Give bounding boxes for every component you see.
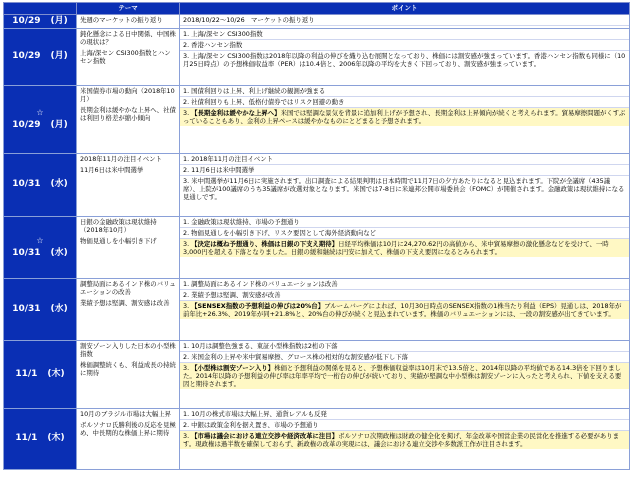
point-number: 1. <box>183 87 190 95</box>
point-text: 米国金利の上昇や米中貿易摩擦、グロース株の相対的な割安感が低下し下落 <box>191 353 409 361</box>
star-mark: ☆ <box>36 235 44 245</box>
point-item <box>180 279 629 290</box>
table-row <box>4 217 630 279</box>
point-text: 業績予想は堅調、割安感が改善 <box>191 291 281 299</box>
header-theme: テーマ <box>77 3 180 15</box>
points-cell <box>180 15 630 29</box>
theme-cell <box>77 154 180 217</box>
theme-subtitle[interactable]: 株価調整続くも、利益成長の持続に期待 <box>80 361 176 377</box>
point-number: 1. <box>183 342 190 350</box>
header-date <box>4 3 77 15</box>
points-cell <box>180 154 630 217</box>
point-number: 2. <box>183 229 190 237</box>
point-item <box>180 29 629 40</box>
point-item <box>180 239 629 257</box>
point-item <box>180 352 629 363</box>
point-item <box>180 108 629 126</box>
point-item <box>180 363 629 389</box>
weekday-label: (月) <box>50 15 68 26</box>
point-text: ボルソナロ次期政権は財政の健全化を掲げ、年金改革や国営企業の民営化を推進する必要があります。現政権は過半数を確保しておらず、新政権の改革の実現には、議会における連立交渉や多数派工作が注目されます。 <box>183 432 620 448</box>
theme-cell <box>77 86 180 154</box>
points-list <box>180 409 629 449</box>
theme-subtitle[interactable]: ボルソナロ氏勝利後の反応を見極め、中長期的な株価上昇に期待 <box>80 421 176 437</box>
points-list <box>180 29 629 69</box>
point-number: 3. <box>183 432 190 440</box>
point-number: 2. <box>183 98 190 106</box>
point-number: 3. <box>183 240 190 248</box>
point-text: 米国では堅調な景気を背景に追加利上げが予想され、長期金利は上昇傾向が続くと考えられます。貿易摩擦問題がくすぶっていることもあり、金利の上昇ペースは緩やかなものにとどまると予想されます。 <box>183 109 626 125</box>
point-number: 2. <box>183 41 190 49</box>
point-text: 調整局面にあるインド株のバリュエーションは改善 <box>191 280 338 288</box>
theme-title[interactable]: 2018年11月の注目イベント <box>80 155 162 163</box>
table-row <box>4 409 630 470</box>
point-number: 3. <box>183 177 190 185</box>
date-label: 10/31 <box>12 303 41 314</box>
point-text: 社債利回りも上昇、低格付債券ではリスク回避の動き <box>191 98 345 106</box>
theme-title[interactable]: 鈍化懸念による日中関係、中国株の現状は？ <box>80 30 176 46</box>
weekday-label: (水) <box>50 179 68 190</box>
point-number: 1. <box>183 410 190 418</box>
date-cell <box>4 154 77 217</box>
point-lead: 【長期金利は緩やかな上昇へ】 <box>191 109 281 117</box>
report-table-container <box>3 2 629 470</box>
points-list <box>180 86 629 126</box>
points-cell <box>180 341 630 409</box>
date-label: 10/31 <box>12 247 41 258</box>
date-cell <box>4 217 77 279</box>
points-cell <box>180 409 630 470</box>
theme-title[interactable]: 先週のマーケットの振り返り <box>80 16 163 24</box>
weekday-label: (木) <box>47 368 65 379</box>
point-item <box>180 97 629 108</box>
point-text: 11月6日は米中間選挙 <box>191 166 255 174</box>
point-text: 金融政策は現状維持、市場の予想通り <box>191 218 300 226</box>
star-mark: ☆ <box>36 107 44 117</box>
date-label: 10/31 <box>12 179 41 190</box>
table-header-row <box>4 3 630 15</box>
point-item <box>180 40 629 51</box>
theme-subtitle[interactable]: 物価見通しを小幅引き下げ <box>80 237 157 245</box>
point-item <box>180 176 629 202</box>
point-item <box>180 154 629 165</box>
theme-cell <box>77 217 180 279</box>
point-number: 3. <box>183 364 190 372</box>
date-label: 11/1 <box>15 368 38 379</box>
date-label: 10/29 <box>12 119 41 130</box>
table-row <box>4 279 630 341</box>
point-item <box>180 228 629 239</box>
points-cell <box>180 279 630 341</box>
point-number: 1. <box>183 280 190 288</box>
point-text: 2018年11月の注目イベント <box>191 155 274 163</box>
date-label: 10/29 <box>12 51 41 62</box>
points-list <box>180 341 629 389</box>
point-text: 株価と予想利益の関係を見ると、予想株価収益率は10月末で13.5倍と、2014年以降の平均値である14.3倍を下回りました。2014年以降の予想利益の伸び率は年率平均で一桁台の伸びが続いており、実績が堅調な中小型株は割安ゾーンに入ったと考えられ、下値を支える要因と期待されます。 <box>183 364 622 388</box>
point-item <box>180 165 629 176</box>
theme-subtitle[interactable]: 11月6日は米中間選挙 <box>80 166 144 174</box>
points-list <box>180 154 629 202</box>
point-text: 日経平均株価は10月に24,270.62円の高値から、米中貿易摩擦の激化懸念などを受けて、一時3,000円を超える下落となりました。日銀の緩和継続は円安に加えて、株価の下支え要因になるとみられます。 <box>183 240 609 256</box>
point-number: 1. <box>183 218 190 226</box>
table-row <box>4 154 630 217</box>
theme-title[interactable]: 米国債券市場の動向（2018年10月） <box>80 87 175 103</box>
point-item <box>180 341 629 352</box>
point-item <box>180 290 629 301</box>
weekday-label: (月) <box>50 119 68 130</box>
point-lead: 【市場は議会における連立交渉や経済改革に注目】 <box>191 432 339 440</box>
point-number: 3. <box>183 302 190 310</box>
point-number: 1. <box>183 155 190 163</box>
table-row <box>4 86 630 154</box>
point-item <box>180 51 629 69</box>
point-text: 国債利回りは上昇、利上げ継続の観測が強まる <box>191 87 326 95</box>
theme-title[interactable]: 調整局面にあるインド株のバリュエーションの改善 <box>80 280 176 296</box>
point-text: 香港ハンセン指数 <box>191 41 243 49</box>
point-text: 10月の株式市場は大幅上昇、通貨レアルも反発 <box>191 410 327 418</box>
date-cell <box>4 29 77 86</box>
point-item <box>180 431 629 449</box>
point-number: 1. <box>183 30 190 38</box>
theme-title[interactable]: 日銀の金融政策は現状維持（2018年10月） <box>80 218 157 234</box>
theme-cell <box>77 341 180 409</box>
theme-cell <box>77 279 180 341</box>
point-number: 2. <box>183 166 190 174</box>
point-item <box>180 217 629 228</box>
points-header: 2018/10/22～10/26 マーケットの振り返り <box>180 15 629 26</box>
weekday-label: (月) <box>50 51 68 62</box>
table-row <box>4 341 630 409</box>
point-item <box>180 420 629 431</box>
date-cell <box>4 409 77 470</box>
point-text: 上海/深セン CSI300指数 <box>191 30 263 38</box>
point-text: 物価見通しを小幅引き下げ、リスク要因として海外経済動向など <box>191 229 377 237</box>
date-cell <box>4 279 77 341</box>
point-lead: 【決定は概ね予想通り、株価は日銀の下支え期待】 <box>191 240 339 248</box>
table-row <box>4 29 630 86</box>
point-text: 上海/深セン CSI300指数は2018年以降の利益の伸びを織り込む展開となっており、株価には割安感が強まっています。香港ハンセン指数も同様に（10月25日時点）の予想株価収益率（PER）は10.4倍と、2006年以降の平均を大きく下回っており、割安感が強まっています。 <box>183 52 626 68</box>
table-row <box>4 15 630 29</box>
point-item <box>180 86 629 97</box>
header-points: ポイント <box>180 3 630 15</box>
points-cell <box>180 29 630 86</box>
point-text: 米中間選挙が11月6日に実施されます。出口調査による結果判明は日本時間で11月7日の夕方あたりになると見込まれます。下院が全議席（435議席）、上院が100議席のうち35議席が改選対象となります。米国では7-8日に米連邦公開市場委員会（FOMC）が開催されます。金融政策は現状維持になる見通しです。 <box>183 177 625 201</box>
theme-title[interactable]: 割安ゾーン入りした日本の小型株指数 <box>80 342 176 358</box>
theme-title[interactable]: 10月のブラジル市場は大幅上昇 <box>80 410 172 418</box>
date-label: 11/1 <box>15 433 38 444</box>
weekday-label: (水) <box>50 303 68 314</box>
theme-cell <box>77 15 180 29</box>
table-body <box>4 15 630 470</box>
point-number: 2. <box>183 353 190 361</box>
point-number: 2. <box>183 291 190 299</box>
theme-subtitle[interactable]: 業績予想は堅調、割安感は改善 <box>80 299 170 307</box>
theme-cell <box>77 409 180 470</box>
theme-subtitle[interactable]: 上海/深セン CSI300指数とハンセン指数 <box>80 49 171 65</box>
points-cell <box>180 217 630 279</box>
points-cell <box>180 86 630 154</box>
points-list <box>180 279 629 319</box>
date-cell <box>4 341 77 409</box>
theme-subtitle[interactable]: 長期金利は緩やかな上昇へ、社債は利回り格差が縮小傾向 <box>80 106 176 122</box>
theme-cell <box>77 29 180 86</box>
point-number: 3. <box>183 109 190 117</box>
point-number: 2. <box>183 421 190 429</box>
point-item <box>180 409 629 420</box>
point-text: 10月は調整色強まる、東証小型株指数は2桁の下落 <box>191 342 338 350</box>
report-table <box>3 2 630 470</box>
point-text: ブルームバーグによれば、10月30日時点のSENSEX指数の1株当たり利益（EPS）見通しは、2018年が前年比+26.3%、2019年が同+21.8%と、20%台の伸びが続くと見込まれています。株価のバリュエーションには、一段の割安感が出てきています。 <box>183 302 622 318</box>
date-label: 10/29 <box>12 15 41 26</box>
date-cell <box>4 15 77 29</box>
weekday-label: (木) <box>47 433 65 444</box>
point-number: 3. <box>183 52 190 60</box>
point-text: 中銀は政策金利を据え置き、市場の予想通り <box>191 421 319 429</box>
point-lead: 【SENSEX指数の予想利益の伸びは20%台】 <box>191 302 325 310</box>
date-cell <box>4 86 77 154</box>
points-list <box>180 217 629 257</box>
point-lead: 【小型株は割安ゾーン入り】 <box>191 364 275 372</box>
weekday-label: (水) <box>50 247 68 258</box>
point-item <box>180 301 629 319</box>
